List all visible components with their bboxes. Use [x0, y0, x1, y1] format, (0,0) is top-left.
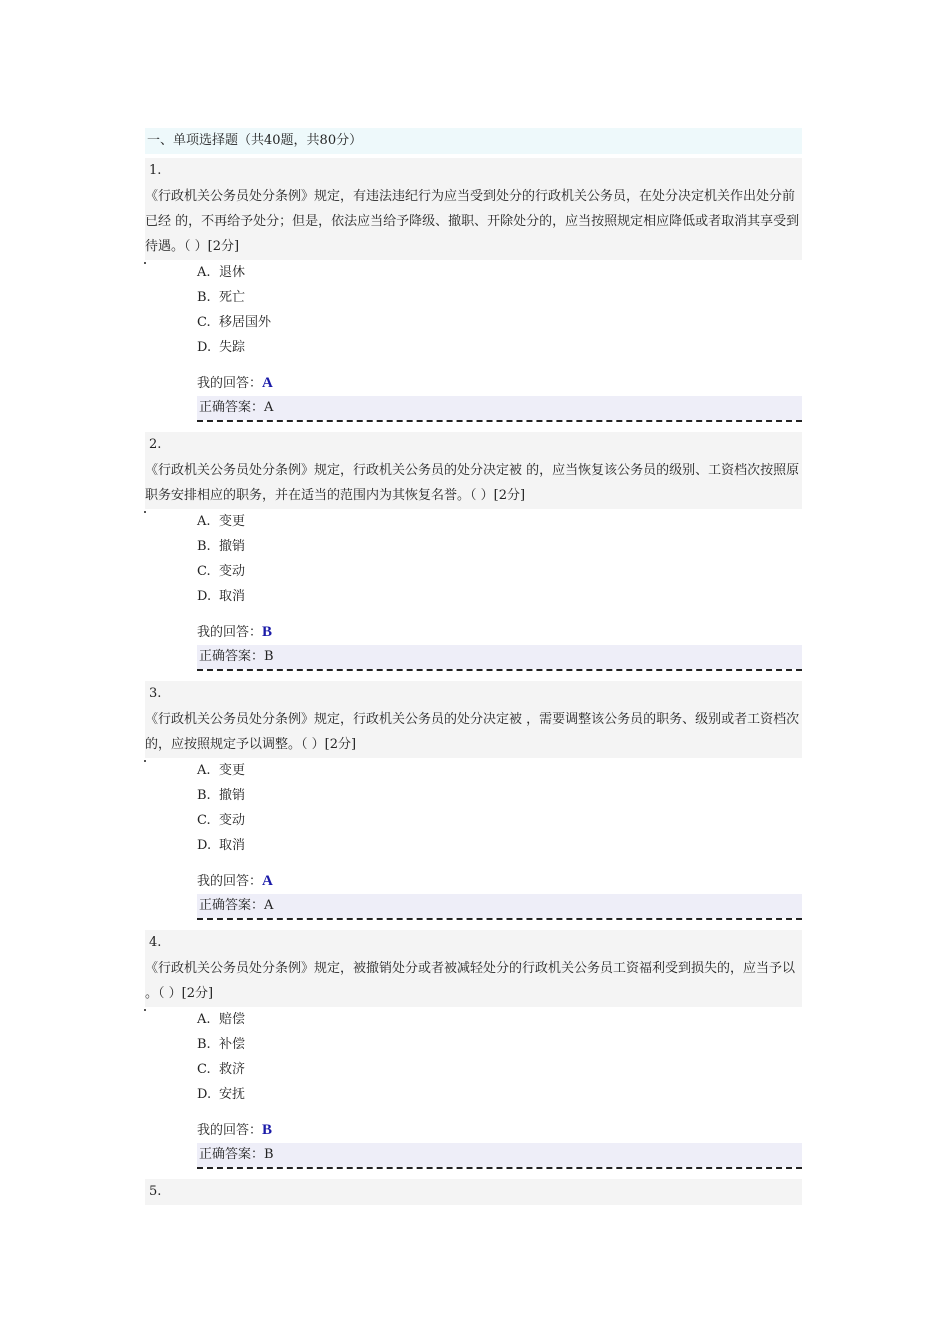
my-answer-label: 我的回答： [197, 1123, 263, 1138]
option-letter: D. [197, 838, 212, 853]
option-text: 变更 [219, 763, 246, 778]
my-answer-value: B [262, 624, 273, 640]
option-letter: C. [197, 564, 211, 579]
correct-answer-value: A [264, 898, 274, 913]
option-text: 变动 [219, 813, 246, 828]
question-number: 4. [145, 930, 802, 956]
option-letter: D. [197, 1087, 212, 1102]
option-list [145, 758, 802, 858]
correct-answer-value: B [264, 649, 274, 664]
dashed-divider [197, 420, 802, 428]
option-text: 取消 [219, 589, 246, 604]
option-text: 安抚 [219, 1087, 246, 1102]
option-letter: A. [197, 514, 211, 529]
correct-answer [197, 1143, 802, 1167]
option-item[interactable] [197, 509, 802, 534]
option-item[interactable] [197, 833, 802, 858]
option-text: 死亡 [219, 290, 246, 305]
option-letter: B. [197, 1037, 211, 1052]
correct-answer-label: 正确答案： [199, 400, 265, 415]
option-letter: B. [197, 539, 211, 554]
option-list [145, 509, 802, 609]
exam-page [145, 128, 802, 1205]
option-letter: C. [197, 315, 211, 330]
option-letter: C. [197, 813, 211, 828]
option-text: 撤销 [219, 539, 246, 554]
question-list [145, 158, 802, 1175]
question-text: 《行政机关公务员处分条例》规定，有违法违纪行为应当受到处分的行政机关公务员，在处分决定机关作出处分前已经 的，不再给予处分；但是，依法应当给予降级、撤职、开除处分的，应当按照规定相应降低或者取消其享受到待遇。（ ）[2分] [145, 184, 802, 260]
section-title: 一、单项选择题（共40题，共80分） [145, 128, 802, 154]
option-item[interactable] [197, 1007, 802, 1032]
option-letter: A. [197, 1012, 211, 1027]
option-item[interactable] [197, 285, 802, 310]
option-item[interactable] [197, 260, 802, 285]
dashed-divider [197, 918, 802, 926]
my-answer-value: A [262, 375, 273, 391]
my-answer [145, 868, 802, 894]
correct-answer-label: 正确答案： [199, 1147, 265, 1162]
option-item[interactable] [197, 584, 802, 609]
option-text: 变动 [219, 564, 246, 579]
option-text: 补偿 [219, 1037, 246, 1052]
option-item[interactable] [197, 310, 802, 335]
option-item[interactable] [197, 1057, 802, 1082]
correct-answer-value: B [264, 1147, 274, 1162]
question-number: 5. [145, 1179, 802, 1205]
question-text: 《行政机关公务员处分条例》规定，被撤销处分或者被减轻处分的行政机关公务员工资福利受到损失的，应当予以 。（ ）[2分] [145, 956, 802, 1007]
option-item[interactable] [197, 335, 802, 360]
dashed-divider [197, 1167, 802, 1175]
option-item[interactable] [197, 808, 802, 833]
option-text: 撤销 [219, 788, 246, 803]
option-list [145, 1007, 802, 1107]
question-block [145, 432, 802, 677]
correct-answer-label: 正确答案： [199, 649, 265, 664]
option-list [145, 260, 802, 360]
my-answer-label: 我的回答： [197, 874, 263, 889]
option-letter: C. [197, 1062, 211, 1077]
question-number: 2. [145, 432, 802, 458]
option-item[interactable] [197, 1082, 802, 1107]
option-text: 救济 [219, 1062, 246, 1077]
correct-answer-label: 正确答案： [199, 898, 265, 913]
question-block [145, 681, 802, 926]
option-text: 变更 [219, 514, 246, 529]
my-answer-value: A [262, 873, 273, 889]
option-letter: D. [197, 589, 212, 604]
question-block [145, 930, 802, 1175]
dashed-divider [197, 669, 802, 677]
correct-answer [197, 645, 802, 669]
option-text: 移居国外 [219, 315, 272, 330]
my-answer [145, 1117, 802, 1143]
correct-answer [197, 396, 802, 420]
option-item[interactable] [197, 1032, 802, 1057]
correct-answer-value: A [264, 400, 274, 415]
option-letter: A. [197, 265, 211, 280]
my-answer [145, 370, 802, 396]
option-letter: B. [197, 290, 211, 305]
correct-answer [197, 894, 802, 918]
option-letter: D. [197, 340, 212, 355]
my-answer-label: 我的回答： [197, 376, 263, 391]
option-item[interactable] [197, 758, 802, 783]
option-item[interactable] [197, 559, 802, 584]
question-number: 3. [145, 681, 802, 707]
question-text: 《行政机关公务员处分条例》规定，行政机关公务员的处分决定被 ，需要调整该公务员的职务、级别或者工资档次的，应按照规定予以调整。（ ）[2分] [145, 707, 802, 758]
my-answer-label: 我的回答： [197, 625, 263, 640]
option-text: 退休 [219, 265, 246, 280]
option-text: 赔偿 [219, 1012, 246, 1027]
option-letter: A. [197, 763, 211, 778]
option-item[interactable] [197, 783, 802, 808]
option-item[interactable] [197, 534, 802, 559]
question-number: 1. [145, 158, 802, 184]
option-text: 取消 [219, 838, 246, 853]
option-text: 失踪 [219, 340, 246, 355]
my-answer [145, 619, 802, 645]
option-letter: B. [197, 788, 211, 803]
question-text: 《行政机关公务员处分条例》规定，行政机关公务员的处分决定被 的，应当恢复该公务员的级别、工资档次按照原职务安排相应的职务，并在适当的范围内为其恢复名誉。（ ）[2分] [145, 458, 802, 509]
question-block [145, 158, 802, 428]
my-answer-value: B [262, 1122, 273, 1138]
